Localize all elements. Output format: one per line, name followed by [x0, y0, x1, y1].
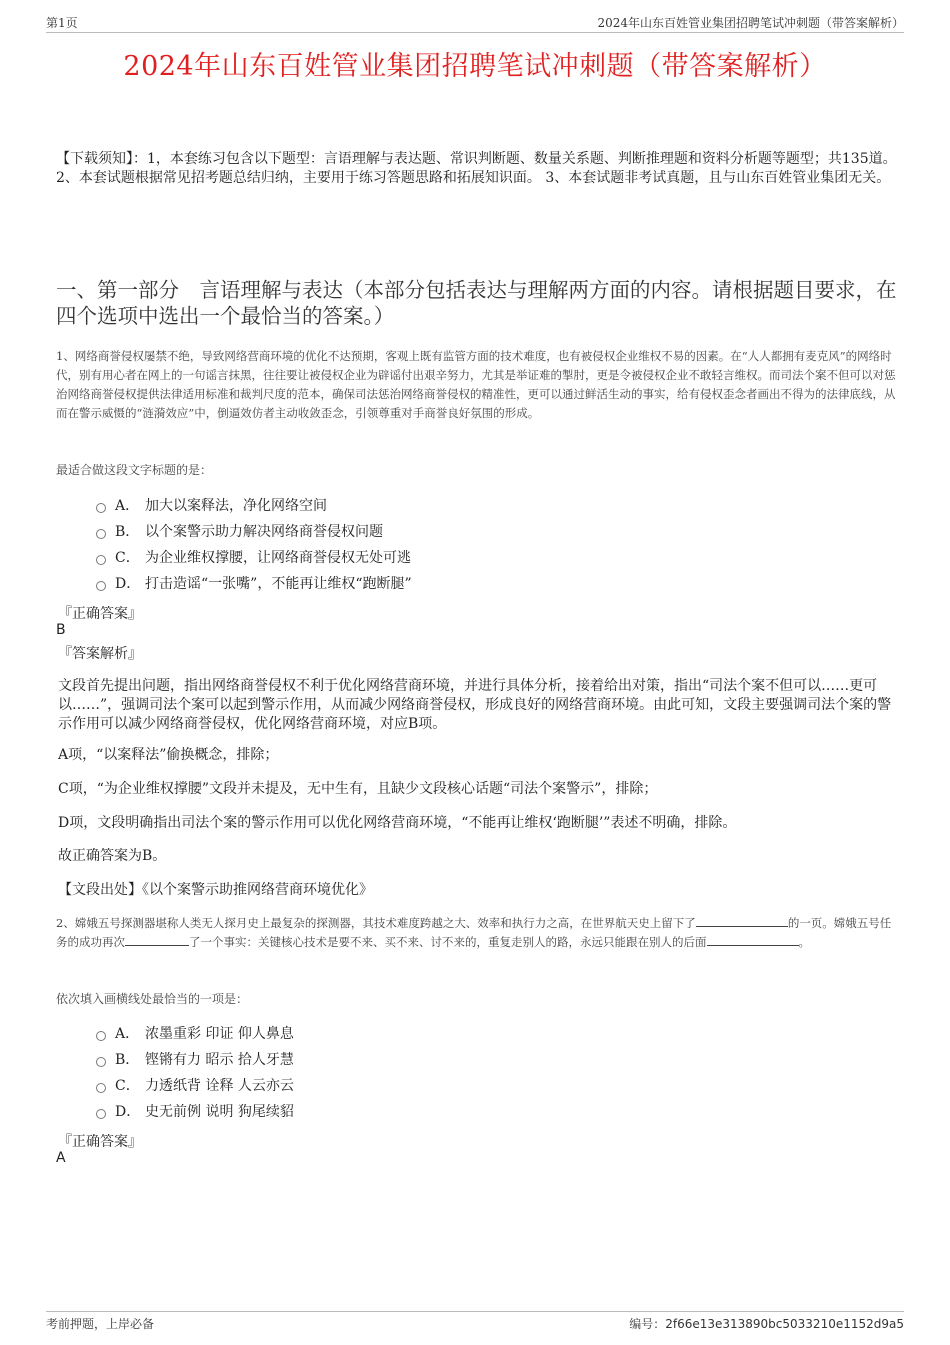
download-notice: 【下载须知】：1，本套练习包含以下题型：言语理解与表达题、常识判断题、数量关系题、判断推理题和资料分析题等题型；共135道。 2、本套试题根据常见招考题总结归纳，主要用于练习答题思路和拓展知识面。 3、本套试题非考试真题，且与山东百姓管业集团无关。: [56, 151, 897, 186]
page-header: [46, 14, 904, 32]
option-a[interactable]: A． 加大以案释法，净化网络空间: [96, 492, 796, 518]
fill-blank[interactable]: [696, 914, 788, 927]
question-2-prompt: 依次填入画横线处最恰当的一项是：: [56, 992, 249, 1006]
analysis-paragraph: 文段首先提出问题，指出网络商誉侵权不利于优化网络营商环境，并进行具体分析，接着给出对策，指出“司法个案不但可以……更可以……”，强调司法个案可以起到警示作用，从而减少网络商誉侵权，形成良好的网络营商环境。由此可知，文段主要强调司法个案的警示作用可以减少网络商誉侵权，优化网络营商环境，对应B项。: [58, 678, 892, 732]
radio-icon[interactable]: [96, 1083, 106, 1093]
analysis-label: 『答案解析』: [58, 646, 142, 662]
radio-icon[interactable]: [96, 529, 106, 539]
footer-code: 编号：2f66e13e313890bc5033210e1152d9a5: [629, 1317, 904, 1331]
analysis-option-c: C项，“为企业维权撑腰”文段并未提及，无中生有，且缺少文段核心话题“司法个案警示”，排除；: [58, 781, 658, 797]
footer-divider: [46, 1311, 904, 1312]
option-c[interactable]: C． 为企业维权撑腰，让网络商誉侵权无处可逃: [96, 544, 796, 570]
option-d[interactable]: D． 打击造谣“一张嘴”，不能再让维权“跑断腿”: [96, 570, 796, 596]
answer-label: 『正确答案』: [58, 606, 142, 622]
question-1-prompt: 最适合做这段文字标题的是：: [56, 463, 213, 477]
header-doc-title: 2024年山东百姓管业集团招聘笔试冲刺题（带答案解析）: [597, 16, 904, 30]
question-1-text: 1、网络商誉侵权屡禁不绝，导致网络营商环境的优化不达预期，客观上既有监管方面的技术难度，也有被侵权企业维权不易的因素。在“人人都拥有麦克风”的网络时代，别有用心者在网上的一句谣言抹黑，往往要让被侵权企业为辟谣付出艰辛努力，尤其是举证难的掣肘，更是令被侵权企业不敢轻言维权。而司法个案不但可以对惩治网络商誉侵权提供法律适用标准和裁判尺度的范本，确保司法惩治网络商誉侵权的精准性，更可以通过鲜活生动的事实，给有侵权歪念者画出不得为的法律底线，从而在警示威慑的“涟漪效应”中，倒逼效仿者主动收敛歪念，引领尊重对手商誉良好氛围的形成。: [56, 349, 896, 420]
radio-icon[interactable]: [96, 1031, 106, 1041]
analysis-option-a: A项，“以案释法”偷换概念，排除；: [58, 747, 279, 763]
analysis-option-d: D项，文段明确指出司法个案的警示作用可以优化网络营商环境，“不能再让维权‘跑断腿’”表述不明确，排除。: [58, 815, 737, 831]
section-title: 一、第一部分 言语理解与表达（本部分包括表达与理解两方面的内容。请根据题目要求，在四个选项中选出一个最恰当的答案。）: [56, 278, 897, 328]
option-a[interactable]: A． 浓墨重彩 印证 仰人鼻息: [96, 1020, 796, 1046]
radio-icon[interactable]: [96, 581, 106, 591]
option-b[interactable]: B． 铿锵有力 昭示 拾人牙慧: [96, 1046, 796, 1072]
question-2-text: 2、嫦娥五号探测器堪称人类无人探月史上最复杂的探测器，其技术难度跨越之大、效率和执行力之高，在世界航天史上留下了 的一页。嫦娥五号任务的成功再次 了一个事实：关键核心技术是要不来、买不来、讨不来的，重复走别人的路，永远只能跟在别人的后面 。: [56, 916, 892, 949]
fill-blank[interactable]: [707, 933, 799, 946]
option-b[interactable]: B． 以个案警示助力解决网络商誉侵权问题: [96, 518, 796, 544]
page-number: 第1页: [46, 16, 78, 30]
radio-icon[interactable]: [96, 555, 106, 565]
option-c[interactable]: C． 力透纸背 诠释 人云亦云: [96, 1072, 796, 1098]
text-source: 【文段出处】《以个案警示助推网络营商环境优化》: [58, 882, 373, 898]
radio-icon[interactable]: [96, 503, 106, 513]
question-2-options: [96, 1020, 796, 1124]
answer-value: B: [56, 622, 66, 638]
footer-slogan: 考前押题，上岸必备: [46, 1317, 155, 1331]
fill-blank[interactable]: [125, 933, 189, 946]
question-1-options: [96, 492, 796, 596]
header-divider: [46, 32, 904, 33]
radio-icon[interactable]: [96, 1057, 106, 1067]
radio-icon[interactable]: [96, 1109, 106, 1119]
analysis-conclusion: 故正确答案为B。: [58, 848, 167, 864]
option-d[interactable]: D． 史无前例 说明 狗尾续貂: [96, 1098, 796, 1124]
document-title: 2024年山东百姓管业集团招聘笔试冲刺题（带答案解析）: [123, 51, 827, 82]
answer-label: 『正确答案』: [58, 1134, 142, 1150]
answer-value: A: [56, 1150, 66, 1166]
